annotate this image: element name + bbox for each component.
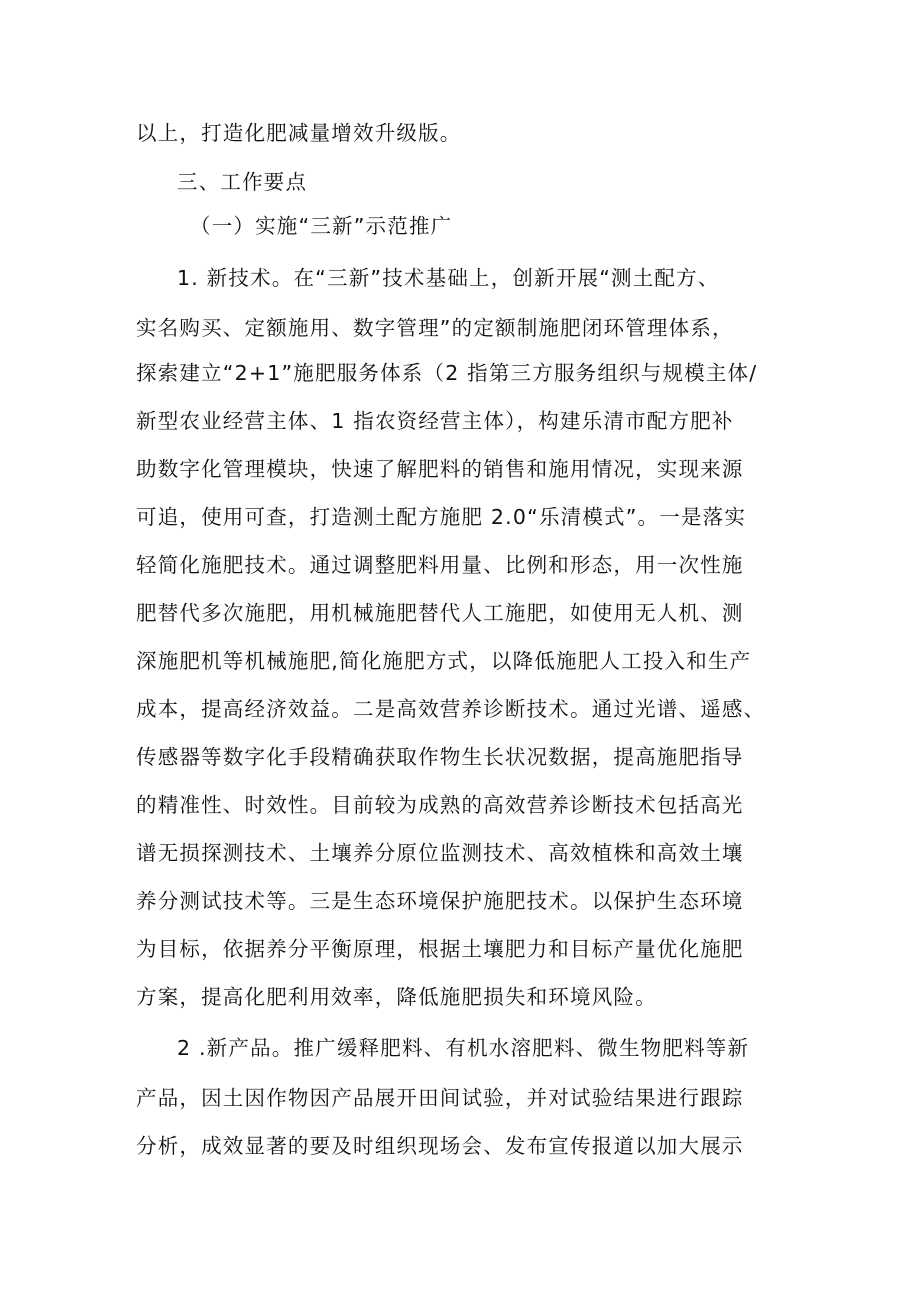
text-line-8: 助数字化管理模块，快速了解肥料的销售和施用情况，实现来源 [136, 457, 744, 481]
text-line-19: 方案，提高化肥利用效率，降低施肥损失和环境风险。 [136, 985, 657, 1009]
text-line-6: 探索建立“2+1”施肥服务体系（2 指第三方服务组织与规模主体/ [136, 361, 758, 385]
text-line-1: 以上，打造化肥减量增效升级版。 [136, 121, 462, 145]
text-line-18: 为目标，依据养分平衡原理，根据土壤肥力和目标产量优化施肥 [136, 937, 744, 961]
text-line-16: 谱无损探测技术、土壤养分原位监测技术、高效植株和高效土壤 [136, 841, 744, 865]
subsection-heading-one: （一）实施“三新”示范推广 [190, 214, 453, 238]
text-line-5: 实名购买、定额施用、数字管理”的定额制施肥闭环管理体系， [136, 316, 734, 340]
item-2-heading-line: 2 .新产品。推广缓释肥料、有机水溶肥料、微生物肥料等新 [177, 1036, 750, 1060]
text-line-12: 深施肥机等机械施肥,简化施肥方式，以降低施肥人工投入和生产 [136, 649, 752, 673]
text-line-14: 传感器等数字化手段精确获取作物生长状况数据，提高施肥指导 [136, 745, 744, 769]
text-line-13: 成本，提高经济效益。二是高效营养诊断技术。通过光谱、遥感、 [136, 697, 766, 721]
text-line-10: 轻简化施肥技术。通过调整肥料用量、比例和形态，用一次性施 [136, 553, 744, 577]
text-line-17: 养分测试技术等。三是生态环境保护施肥技术。以保护生态环境 [136, 889, 744, 913]
text-line-9: 可追，使用可查，打造测土配方施肥 2.0“乐清模式”。一是落实 [136, 505, 747, 529]
text-line-7: 新型农业经营主体、1 指农资经营主体），构建乐清市配方肥补 [136, 409, 734, 433]
section-heading-three: 三、工作要点 [177, 170, 308, 194]
text-line-15: 的精准性、时效性。目前较为成熟的高效营养诊断技术包括高光 [136, 793, 744, 817]
text-line-21: 产品，因土因作物因产品展开田间试验，并对试验结果进行跟踪 [136, 1086, 744, 1110]
item-1-heading-line: 1. 新技术。在“三新”技术基础上，创新开展“测土配方、 [177, 266, 720, 290]
text-line-11: 肥替代多次施肥，用机械施肥替代人工施肥，如使用无人机、测 [136, 601, 744, 625]
text-line-22: 分析，成效显著的要及时组织现场会、发布宣传报道以加大展示 [136, 1134, 744, 1158]
